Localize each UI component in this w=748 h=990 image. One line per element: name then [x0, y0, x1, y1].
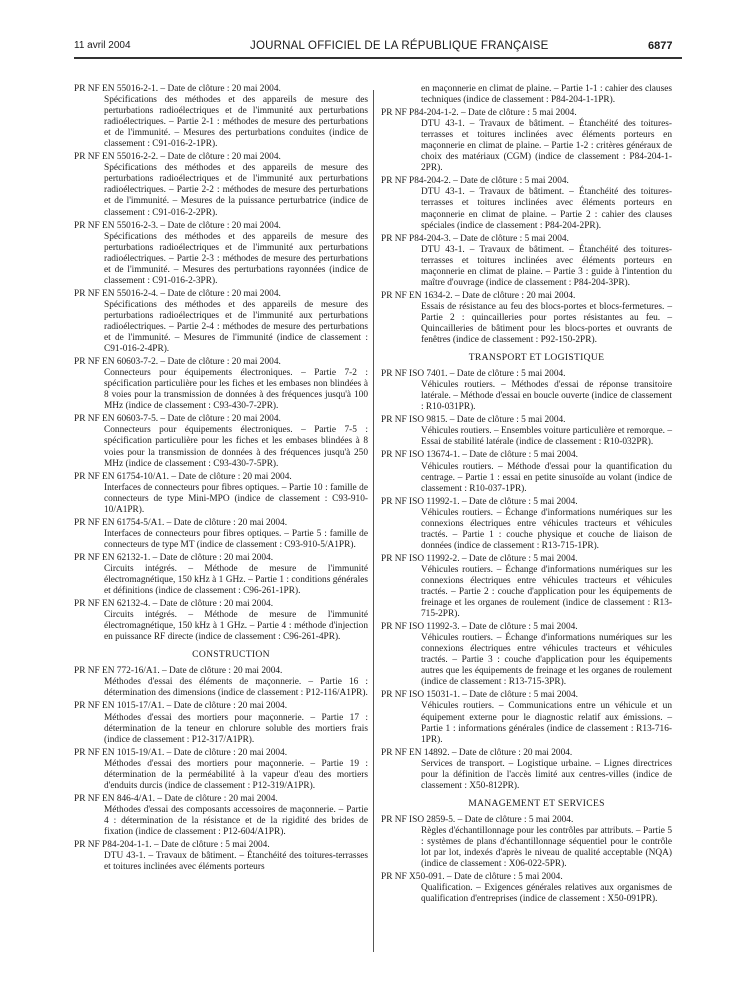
right-column	[381, 84, 672, 907]
standard-reference: PR NF EN 14892. – Date de clôture : 20 mai 2004.	[381, 747, 573, 758]
entry-list-construction	[74, 666, 368, 873]
standard-description: DTU 43-1. – Travaux de bâtiment. – Étanchéité des toitures-terrasses et toitures inclinées avec éléments porteurs	[104, 851, 368, 873]
standard-entry	[381, 748, 672, 792]
section-title-transport: TRANSPORT ET LOGISTIQUE	[468, 352, 605, 364]
standard-entry	[74, 794, 368, 838]
standard-entry	[381, 108, 672, 174]
standard-reference: PR NF EN 55016-2-4. – Date de clôture : 20 mai 2004.	[74, 288, 281, 299]
standard-description: Interfaces de connecteurs pour fibres optiques. – Partie 5 : famille de connecteurs de type MT (indice de classement : C93-910-5/A1PR).	[104, 528, 368, 550]
standard-reference: PR NF EN 61754-5/A1. – Date de clôture : 20 mai 2004.	[74, 517, 288, 528]
standard-entry	[74, 518, 368, 551]
standard-entry	[74, 599, 368, 643]
section-title-management: MANAGEMENT ET SERVICES	[468, 797, 605, 809]
standard-description: Véhicules routiers. – Communications entre un véhicule et un équipement externe pour le diagnostic relatif aux émissions. – Partie 1 : informations générales (indice de classement : R13-716-1PR).	[421, 701, 672, 745]
issue-date: 11 avril 2004	[74, 40, 131, 51]
standard-reference: PR NF ISO 11992-2. – Date de clôture : 5 mai 2004.	[381, 553, 578, 564]
standard-reference: PR NF ISO 9815. – Date de clôture : 5 mai 2004.	[381, 415, 566, 426]
standard-reference: PR NF EN 1015-17/A1. – Date de clôture : 20 mai 2004.	[74, 701, 288, 712]
journal-title: JOURNAL OFFICIEL DE LA RÉPUBLIQUE FRANÇAISE	[250, 40, 549, 52]
standard-entry	[381, 622, 672, 688]
entry-list-building	[381, 108, 672, 346]
standard-reference: PR NF EN 60603-7-2. – Date de clôture : 20 mai 2004.	[74, 357, 281, 368]
standard-entry	[381, 450, 672, 494]
standard-description: Véhicules routiers. – Méthode d'essai pour la quantification du centrage. – Partie 1 : essai en petite sinusoïde au volant (indice de classement : R10-037-1PR).	[421, 461, 672, 494]
entry-list-transport	[381, 369, 672, 792]
standard-entry	[74, 84, 368, 150]
standard-reference: PR NF EN 1015-19/A1. – Date de clôture : 20 mai 2004.	[74, 747, 288, 758]
standard-entry	[381, 690, 672, 745]
standard-reference: PR NF EN 772-16/A1. – Date de clôture : 20 mai 2004.	[74, 666, 283, 677]
standard-reference: PR NF P84-204-1-2. – Date de clôture : 5 mai 2004.	[381, 108, 577, 119]
standard-description: Méthodes d'essai des éléments de maçonnerie. – Partie 16 : détermination des dimensions (indice de classement : P12-116/A1PR).	[104, 677, 368, 699]
standard-reference: PR NF EN 846-4/A1. – Date de clôture : 20 mai 2004.	[74, 793, 278, 804]
standard-entry	[381, 291, 672, 346]
standard-entry	[381, 176, 672, 231]
standard-reference: PR NF EN 62132-4. – Date de clôture : 20 mai 2004.	[74, 599, 274, 610]
standard-reference: PR NF EN 55016-2-1. – Date de clôture : 20 mai 2004.	[74, 84, 281, 94]
standard-description: Véhicules routiers. – Échange d'informations numériques sur les connexions électriques entre véhicules tracteurs et véhicules tractés. – Partie 1 : couche physique et couche de liaison de données (indice de classement : R13-715-1PR).	[421, 507, 672, 551]
standard-reference: PR NF ISO 15031-1. – Date de clôture : 5 mai 2004.	[381, 690, 578, 701]
standard-entry	[74, 840, 368, 873]
standard-description: Spécifications des méthodes et des appareils de mesure des perturbations radioélectriques et de l'immunité aux perturbations radioélectriques. – Partie 2-1 : méthodes de mesure des perturbations et de l'immunité. – Mesures des perturbations conduites (indice de classement : C91-016-2-1PR).	[104, 95, 368, 150]
standard-description: Méthodes d'essai des mortiers pour maçonnerie. – Partie 17 : détermination de la teneur en chlorure soluble des mortiers frais (indice de classement : P12-317/A1PR).	[104, 712, 368, 745]
standard-description: Qualification. – Exigences générales relatives aux organismes de qualification d'entreprises (indice de classement : X50-091PR).	[421, 883, 672, 905]
standard-description: Règles d'échantillonnage pour les contrôles par attributs. – Partie 5 : systèmes de plans d'échantillonnage séquentiel pour le contrôle lot par lot, indexés d'après le niveau de qualité acceptable (NQA) (indice de classement : X06-022-5PR).	[421, 825, 672, 870]
standard-entry	[381, 234, 672, 289]
standard-entry	[74, 666, 368, 699]
standard-description: Circuits intégrés. – Méthode de mesure de l'immunité électromagnétique, 150 kHz à 1 GHz. – Partie 1 : conditions générales et définitions (indice de classement : C96-261-1PR).	[104, 563, 368, 597]
standard-reference: PR NF EN 62132-1. – Date de clôture : 20 mai 2004.	[74, 552, 274, 563]
standard-reference: PR NF ISO 13674-1. – Date de clôture : 5 mai 2004.	[381, 450, 578, 461]
standard-entry	[381, 369, 672, 413]
standard-description: Connecteurs pour équipements électroniques. – Partie 7-5 : spécification particulière pour les fiches et les embases blindées à 8 voies pour la transmission de données à des fréquences jusqu'à 250 MHz (indice de classement : C93-430-7-5PR).	[104, 425, 368, 469]
standard-entry	[74, 414, 368, 469]
standard-entry	[74, 152, 368, 218]
standard-description: Méthodes d'essai des mortiers pour maçonnerie. – Partie 19 : détermination de la perméabilité à la vapeur d'eau des mortiers d'enduits durcis (indice de classement : P12-319/A1PR).	[104, 758, 368, 791]
standard-reference: PR NF EN 55016-2-2. – Date de clôture : 20 mai 2004.	[74, 152, 281, 163]
section-title-construction: CONSTRUCTION	[192, 649, 270, 661]
standard-reference: PR NF ISO 11992-3. – Date de clôture : 5 mai 2004.	[381, 622, 578, 633]
standard-reference: PR NF EN 55016-2-3. – Date de clôture : 20 mai 2004.	[74, 220, 281, 231]
standard-description: Véhicules routiers. – Méthodes d'essai de réponse transitoire latérale. – Méthode d'essai en boucle ouverte (indice de classement : R10-031PR).	[421, 380, 672, 413]
standard-reference: PR NF EN 61754-10/A1. – Date de clôture : 20 mai 2004.	[74, 471, 292, 482]
column-divider	[373, 90, 374, 952]
standard-description: Spécifications des méthodes et des appareils de mesure des perturbations radioélectriques et de l'immunité aux perturbations radioélectriques. – Partie 2-3 : méthodes de mesure des perturbations et de l'immunité. – Mesures des perturbations rayonnées (indice de classement : C91-016-2-3PR).	[104, 231, 368, 286]
standard-entry	[74, 701, 368, 745]
standard-description: DTU 43-1. – Travaux de bâtiment. – Étanchéité des toitures-terrasses et toitures inclinées avec éléments porteurs en maçonnerie en climat de plaine. – Partie 1-2 : critères généraux de choix des matériaux (CGM) (indice de classement : P84-204-1-2PR).	[421, 119, 672, 174]
continued-entry-text: en maçonnerie en climat de plaine. – Partie 1-1 : cahier des clauses techniques (indice de classement : P84-204-1-1PR).	[421, 84, 672, 106]
standard-entry	[74, 748, 368, 792]
page-number: 6877	[648, 40, 673, 52]
standard-reference: PR NF ISO 11992-1. – Date de clôture : 5 mai 2004.	[381, 496, 578, 507]
standard-entry	[381, 815, 672, 870]
standard-reference: PR NF P84-204-3. – Date de clôture : 5 mai 2004.	[381, 233, 569, 244]
standard-description: Méthodes d'essai des composants accessoires de maçonnerie. – Partie 4 : détermination de la résistance et de la rigidité des brides de fixation (indice de classement : P12-604/A1PR).	[104, 804, 368, 837]
entry-list-electronics	[74, 84, 368, 643]
standard-description: DTU 43-1. – Travaux de bâtiment. – Étanchéité des toitures-terrasses et toitures inclinées avec éléments porteurs en maçonnerie en climat de plaine. – Partie 3 : guide à l'intention du maître d'ouvrage (indice de classement : P84-204-3PR).	[421, 244, 672, 288]
standard-description: Essais de résistance au feu des blocs-portes et blocs-fermetures. – Partie 2 : quincailleries pour portes résistantes au feu. – Quincailleries de bâtiment pour les blocs-portes et ouvrants de fenêtres (indice de classement : P92-150-2PR).	[421, 301, 672, 346]
standard-description: DTU 43-1. – Travaux de bâtiment. – Étanchéité des toitures-terrasses et toitures inclinées avec éléments porteurs en maçonnerie en climat de plaine. – Partie 2 : cahier des clauses spéciales (indice de classement : P84-204-2PR).	[421, 187, 672, 231]
standard-reference: PR NF ISO 2859-5. – Date de clôture : 5 mai 2004.	[381, 814, 574, 825]
standard-description: Circuits intégrés. – Méthode de mesure de l'immunité électromagnétique, 150 kHz à 1 GHz. – Partie 4 : méthode d'injection en puissance RF directe (indice de classement : C96-261-4PR).	[104, 610, 368, 643]
standard-entry	[381, 415, 672, 448]
standard-reference: PR NF EN 60603-7-5. – Date de clôture : 20 mai 2004.	[74, 414, 281, 425]
entry-list-management	[381, 815, 672, 905]
standard-entry	[381, 872, 672, 905]
standard-entry	[381, 554, 672, 620]
standard-entry	[74, 221, 368, 287]
standard-entry	[381, 497, 672, 552]
standard-description: Spécifications des méthodes et des appareils de mesure des perturbations radioélectriques et de l'immunité aux perturbations radioélectriques. – Partie 2-2 : méthodes de mesure des perturbations et de l'immunité. – Mesures de la puissance perturbatrice (indice de classement : C91-016-2-2PR).	[104, 163, 368, 218]
header-rule	[74, 57, 682, 59]
standard-entry	[74, 553, 368, 597]
standard-reference: PR NF ISO 7401. – Date de clôture : 5 mai 2004.	[381, 369, 566, 380]
left-column	[74, 84, 368, 875]
standard-reference: PR NF X50-091. – Date de clôture : 5 mai 2004.	[381, 872, 563, 883]
standard-entry	[74, 357, 368, 412]
page-header	[0, 0, 748, 60]
standard-reference: PR NF P84-204-2. – Date de clôture : 5 mai 2004.	[381, 176, 569, 187]
standard-description: Véhicules routiers. – Échange d'informations numériques sur les connexions électriques entre véhicules tracteurs et véhicules tractés. – Partie 2 : couche d'application pour les équipements de freinage et les organes de roulement (indice de classement : R13-715-2PR).	[421, 564, 672, 620]
standard-description: Véhicules routiers. – Ensembles voiture particulière et remorque. – Essai de stabilité latérale (indice de classement : R10-032PR).	[421, 426, 672, 448]
standard-description: Connecteurs pour équipements électroniques. – Partie 7-2 : spécification particulière pour les fiches et les embases non blindées à 8 voies pour la transmission de données à des fréquences jusqu'à 100 MHz (indice de classement : C93-430-7-2PR).	[104, 368, 368, 412]
standard-description: Interfaces de connecteurs pour fibres optiques. – Partie 10 : famille de connecteurs de type Mini-MPO (indice de classement : C93-910-10/A1PR).	[104, 482, 368, 515]
standard-entry	[74, 289, 368, 355]
standard-reference: PR NF P84-204-1-1. – Date de clôture : 5 mai 2004.	[74, 840, 270, 851]
standard-description: Spécifications des méthodes et des appareils de mesure des perturbations radioélectriques et de l'immunité aux perturbations radioélectriques. – Partie 2-4 : méthodes de mesure des perturbations et de l'immunité. – Mesures de l'immunité (indice de classement : C91-016-2-4PR).	[104, 299, 368, 355]
standard-reference: PR NF EN 1634-2. – Date de clôture : 20 mai 2004.	[381, 290, 576, 301]
standard-description: Véhicules routiers. – Échange d'informations numériques sur les connexions électriques entre véhicules tracteurs et véhicules tractés. – Partie 3 : couche d'application pour les équipements autres que les équipements de freinage et les organes de roulement (indice de classement : R13-715-3PR).	[421, 633, 672, 688]
standard-entry	[74, 472, 368, 516]
standard-description: Services de transport. – Logistique urbaine. – Lignes directrices pour la définition de l'accès limité aux centres-villes (indice de classement : X50-812PR).	[421, 758, 672, 791]
